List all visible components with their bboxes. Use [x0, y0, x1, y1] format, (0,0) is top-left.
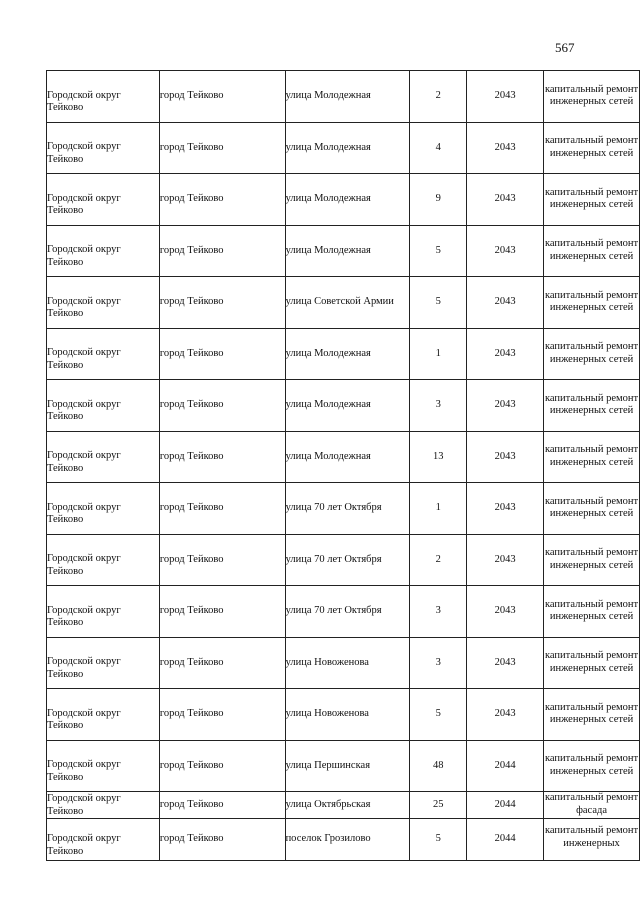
district-cell — [47, 637, 160, 689]
table-row — [47, 380, 640, 432]
work-type-cell: капитальный ремонт инженерных сетей — [544, 431, 640, 483]
house-number-cell: 1 — [410, 328, 467, 380]
year-cell: 2043 — [467, 637, 544, 689]
district-cell — [47, 328, 160, 380]
city-cell: город Тейково — [159, 225, 285, 277]
city-cell: город Тейково — [159, 380, 285, 432]
district-cell-text: Городской округ Тейково — [47, 553, 121, 577]
work-type-cell: капитальный ремонт инженерных сетей — [544, 637, 640, 689]
district-cell-text: Городской округ Тейково — [47, 450, 121, 474]
table-row — [47, 328, 640, 380]
district-cell — [47, 380, 160, 432]
table-row — [47, 225, 640, 277]
district-cell — [47, 483, 160, 535]
work-type-cell: капитальный ремонт инженерных сетей — [544, 174, 640, 226]
year-cell: 2043 — [467, 534, 544, 586]
district-cell-text: Городской округ Тейково — [47, 656, 121, 680]
year-cell: 2043 — [467, 328, 544, 380]
street-cell: улица Першинская — [285, 740, 410, 792]
table-row — [47, 483, 640, 535]
city-cell: город Тейково — [159, 689, 285, 741]
city-cell: город Тейково — [159, 586, 285, 638]
district-cell-text: Городской округ Тейково — [47, 295, 121, 320]
city-cell: город Тейково — [159, 792, 285, 819]
district-cell — [47, 689, 160, 741]
work-type-cell: капитальный ремонт инженерных сетей — [544, 380, 640, 432]
table-row — [47, 740, 640, 792]
year-cell: 2043 — [467, 380, 544, 432]
work-type-cell: капитальный ремонт инженерных сетей — [544, 586, 640, 638]
street-cell: улица Молодежная — [285, 328, 410, 380]
house-number-cell: 3 — [410, 637, 467, 689]
house-number-cell: 9 — [410, 174, 467, 226]
district-cell-text: Городской округ Тейково — [47, 192, 121, 217]
year-cell: 2043 — [467, 483, 544, 535]
house-number-cell: 25 — [410, 792, 467, 819]
street-cell: улица Молодежная — [285, 225, 410, 277]
year-cell: 2043 — [467, 277, 544, 329]
year-cell: 2043 — [467, 225, 544, 277]
work-type-cell: капитальный ремонт инженерных сетей — [544, 71, 640, 123]
table-row — [47, 819, 640, 861]
city-cell: город Тейково — [159, 277, 285, 329]
year-cell: 2044 — [467, 792, 544, 819]
street-cell: улица Молодежная — [285, 71, 410, 123]
street-cell: улица Молодежная — [285, 174, 410, 226]
street-cell: улица Новоженова — [285, 689, 410, 741]
house-number-cell: 5 — [410, 689, 467, 741]
work-type-cell: капитальный ремонт инженерных сетей — [544, 534, 640, 586]
district-cell — [47, 819, 160, 861]
street-cell: улица 70 лет Октября — [285, 586, 410, 638]
city-cell: город Тейково — [159, 71, 285, 123]
street-cell: улица Молодежная — [285, 431, 410, 483]
table-row — [47, 637, 640, 689]
district-cell-text: Городской округ Тейково — [47, 398, 121, 423]
district-cell — [47, 277, 160, 329]
house-number-cell: 5 — [410, 819, 467, 861]
table-row — [47, 431, 640, 483]
house-number-cell: 48 — [410, 740, 467, 792]
street-cell: улица Молодежная — [285, 122, 410, 174]
year-cell: 2043 — [467, 122, 544, 174]
district-cell — [47, 431, 160, 483]
district-cell-text: Городской округ Тейково — [47, 244, 121, 268]
district-cell-text: Городской округ Тейково — [47, 89, 121, 114]
district-cell — [47, 225, 160, 277]
street-cell: улица 70 лет Октября — [285, 483, 410, 535]
district-cell-text: Городской округ Тейково — [47, 793, 121, 817]
house-number-cell: 4 — [410, 122, 467, 174]
district-cell-text: Городской округ Тейково — [47, 707, 121, 732]
year-cell: 2043 — [467, 431, 544, 483]
table-row — [47, 534, 640, 586]
street-cell: улица Молодежная — [285, 380, 410, 432]
house-number-cell: 3 — [410, 586, 467, 638]
year-cell: 2043 — [467, 689, 544, 741]
table-row — [47, 792, 640, 819]
house-number-cell: 1 — [410, 483, 467, 535]
table-row — [47, 689, 640, 741]
year-cell: 2044 — [467, 740, 544, 792]
work-type-cell: капитальный ремонт инженерных сетей — [544, 277, 640, 329]
house-number-cell: 5 — [410, 277, 467, 329]
table-row — [47, 174, 640, 226]
work-type-cell: капитальный ремонт инженерных — [544, 819, 640, 861]
city-cell: город Тейково — [159, 431, 285, 483]
district-cell — [47, 534, 160, 586]
district-cell — [47, 740, 160, 792]
work-type-cell: капитальный ремонт инженерных сетей — [544, 483, 640, 535]
table-row — [47, 277, 640, 329]
district-cell — [47, 174, 160, 226]
district-cell-text: Городской округ Тейково — [47, 604, 121, 629]
work-type-cell: капитальный ремонт инженерных сетей — [544, 689, 640, 741]
street-cell: улица Советской Армии — [285, 277, 410, 329]
house-number-cell: 13 — [410, 431, 467, 483]
city-cell: город Тейково — [159, 174, 285, 226]
page-number: 567 — [555, 40, 575, 55]
district-cell-text: Городской округ Тейково — [47, 501, 121, 526]
table-row — [47, 586, 640, 638]
table-body — [47, 71, 640, 861]
work-type-cell: капитальный ремонт фасада — [544, 792, 640, 819]
house-number-cell: 2 — [410, 71, 467, 123]
table-row — [47, 122, 640, 174]
district-cell-text: Городской округ Тейково — [47, 141, 121, 165]
district-cell — [47, 122, 160, 174]
street-cell: улица Новоженова — [285, 637, 410, 689]
city-cell: город Тейково — [159, 483, 285, 535]
year-cell: 2043 — [467, 71, 544, 123]
district-cell-text: Городской округ Тейково — [47, 347, 121, 371]
city-cell: город Тейково — [159, 534, 285, 586]
city-cell: город Тейково — [159, 122, 285, 174]
district-cell — [47, 792, 160, 819]
housing-repair-table — [46, 70, 640, 861]
street-cell: улица 70 лет Октября — [285, 534, 410, 586]
year-cell: 2043 — [467, 586, 544, 638]
table-row — [47, 71, 640, 123]
district-cell-text: Городской округ Тейково — [47, 833, 121, 857]
city-cell: город Тейково — [159, 637, 285, 689]
street-cell: поселок Грозилово — [285, 819, 410, 861]
year-cell: 2044 — [467, 819, 544, 861]
house-number-cell: 2 — [410, 534, 467, 586]
house-number-cell: 5 — [410, 225, 467, 277]
work-type-cell: капитальный ремонт инженерных сетей — [544, 225, 640, 277]
city-cell: город Тейково — [159, 328, 285, 380]
street-cell: улица Октябрьская — [285, 792, 410, 819]
work-type-cell: капитальный ремонт инженерных сетей — [544, 328, 640, 380]
district-cell — [47, 71, 160, 123]
work-type-cell: капитальный ремонт инженерных сетей — [544, 740, 640, 792]
district-cell-text: Городской округ Тейково — [47, 759, 121, 783]
house-number-cell: 3 — [410, 380, 467, 432]
city-cell: город Тейково — [159, 819, 285, 861]
city-cell: город Тейково — [159, 740, 285, 792]
work-type-cell: капитальный ремонт инженерных сетей — [544, 122, 640, 174]
year-cell: 2043 — [467, 174, 544, 226]
district-cell — [47, 586, 160, 638]
